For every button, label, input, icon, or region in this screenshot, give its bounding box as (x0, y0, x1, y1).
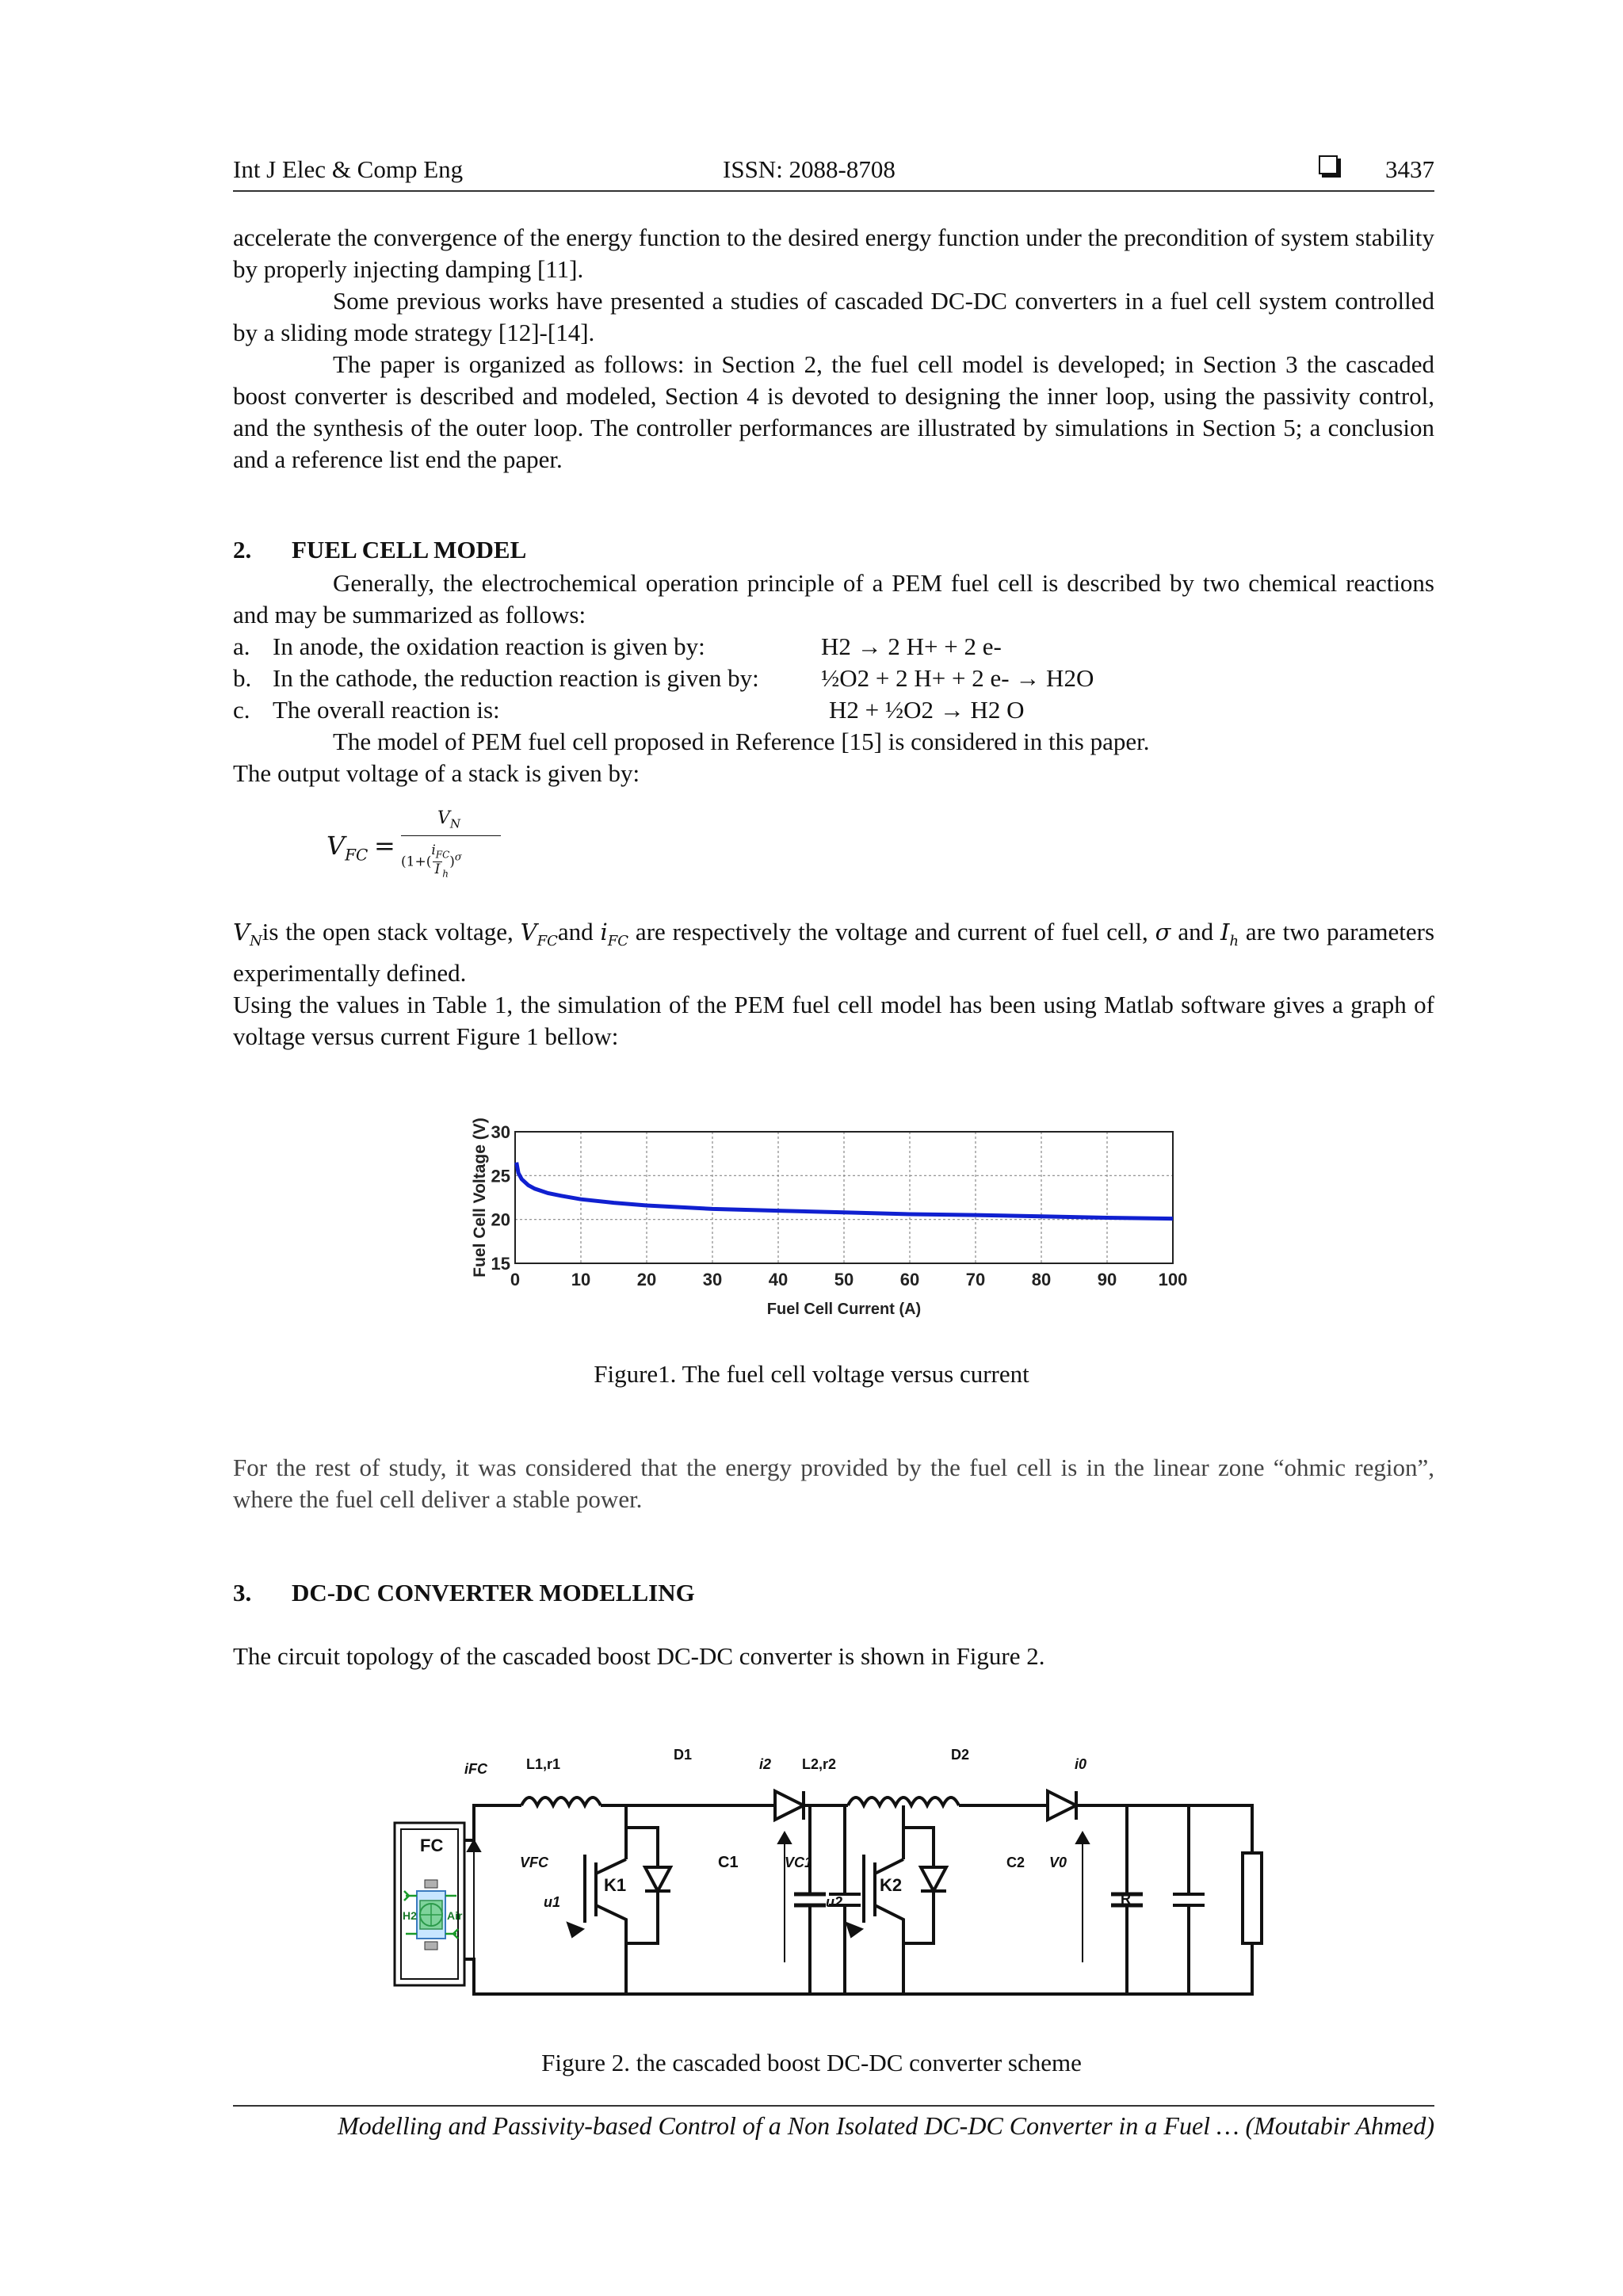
y-axis-label: Fuel Cell Voltage (V) (471, 1117, 489, 1278)
paragraph: The model of PEM fuel cell proposed in Reference [15] is considered in this paper. (333, 728, 1150, 755)
label-ifc: iFC (464, 1761, 487, 1777)
reaction-equation: ½O2 + 2 H+ + 2 e- → H2O (821, 664, 1094, 692)
issn: ISSN: 2088-8708 (723, 155, 896, 183)
label-u1: u1 (544, 1894, 561, 1910)
label-fc: FC (420, 1836, 444, 1855)
label-i0: i0 (1075, 1756, 1087, 1772)
label-c2: C2 (1006, 1855, 1025, 1870)
x-tick-label: 10 (571, 1270, 591, 1289)
x-tick-label: 30 (702, 1270, 723, 1289)
label-k1: K1 (604, 1875, 627, 1895)
fuel-cell-voltage-chart (471, 1098, 1208, 1328)
section-heading: 2. FUEL CELL MODEL (233, 536, 527, 563)
x-tick-label: 40 (768, 1270, 789, 1289)
intro-text (233, 222, 1434, 476)
paragraph: accelerate the convergence of the energy function to the desired energy function under the precondition of system stability by properly injecting damping [11]. (233, 223, 1434, 283)
label-v0: V0 (1049, 1855, 1067, 1870)
inductor-l2 (848, 1797, 959, 1805)
x-tick-label: 60 (899, 1270, 920, 1289)
x-tick-label: 50 (834, 1270, 854, 1289)
diode-k1 (645, 1867, 670, 1891)
reaction-equation: H2 → 2 H+ + 2 e- (821, 632, 1002, 660)
diode-k2 (921, 1867, 946, 1891)
chart-grid (515, 1132, 1173, 1263)
label-vfc: VFC (520, 1855, 548, 1870)
y-tick-label: 25 (491, 1166, 510, 1186)
x-tick-label: 20 (636, 1270, 657, 1289)
label-r: R (1121, 1891, 1131, 1907)
variable-description: $V_Nis$ the open stack voltage, $V_{FC}and$ $i_{FC}$ are respectively the voltage and current of fuel cell, σ and $I_h$ are two parameters experimentally defined. Using the values in Table 1, the simulation of the PEM fuel cell model has been using Matlab software gives a graph of voltage versus current Figure 1 bellow: (233, 916, 1434, 1052)
section-heading: 3. DC-DC CONVERTER MODELLING (233, 1579, 695, 1606)
section3-text (233, 1641, 1434, 1672)
paragraph: The circuit topology of the cascaded boost DC-DC converter is shown in Figure 2. (233, 1642, 1045, 1670)
section2-intro (233, 567, 1434, 631)
paragraph: Generally, the electrochemical operation principle of a PEM fuel cell is described by two chemical reactions and may be summarized as follows: (233, 569, 1434, 628)
capacitor-c1 (794, 1894, 826, 1905)
section2-closing (233, 1452, 1434, 1515)
voltage-formula: $V_{FC}$ = $V_N$ ($1+(i_{FC}$ I $_h$)$^\sigma$ (327, 808, 517, 888)
y-tick-label: 30 (491, 1122, 510, 1142)
boost-converter-circuit (388, 1736, 1276, 2013)
y-tick-label: 15 (491, 1254, 510, 1274)
inductor-l1 (521, 1797, 601, 1805)
x-tick-label: 0 (510, 1270, 521, 1289)
x-tick-label: 80 (1031, 1270, 1052, 1289)
x-axis-label: Fuel Cell Current (A) (766, 1301, 922, 1318)
checkbox-icon (1319, 155, 1338, 174)
x-tick-label: 90 (1097, 1270, 1117, 1289)
y-tick-label: 20 (491, 1209, 510, 1230)
label-air: Air (447, 1909, 463, 1922)
label-d2: D2 (951, 1747, 970, 1763)
switch-k1 (585, 1855, 626, 1958)
series-line (517, 1163, 1173, 1219)
x-tick-label: 70 (965, 1270, 986, 1289)
label-h2: H2 (403, 1909, 417, 1922)
figure-caption: Figure 2. the cascaded boost DC-DC converter scheme (541, 2049, 1082, 2076)
label-u2: u2 (826, 1894, 843, 1910)
label-k2: K2 (880, 1875, 903, 1895)
resistor-r (1243, 1853, 1262, 1943)
paragraph: Using the values in Table 1, the simulation of the PEM fuel cell model has been using Matlab software gives a graph of voltage versus current Figure 1 bellow: (233, 991, 1434, 1051)
label-l1: L1,r1 (526, 1756, 561, 1772)
reaction-equation: H2 + ½O2 → H2 O (829, 696, 1025, 724)
diode-d1 (775, 1791, 804, 1820)
x-tick-label: 100 (1158, 1270, 1188, 1289)
label-vc1: VC1 (785, 1855, 813, 1870)
section2-text (233, 726, 1434, 789)
label-l2: L2,r2 (802, 1756, 837, 1772)
journal-name: Int J Elec & Comp Eng (233, 155, 464, 183)
paragraph: For the rest of study, it was considered that the energy provided by the fuel cell is in the linear zone “ohmic region”, where the fuel cell deliver a stable power. (233, 1454, 1434, 1513)
paragraph: The output voltage of a stack is given by: (233, 759, 640, 787)
label-c1: C1 (718, 1854, 739, 1871)
page-footer: Modelling and Passivity-based Control of a Non Isolated DC-DC Converter in a Fuel … (Moutabir Ahmed) (233, 2105, 1434, 2141)
figure-caption: Figure1. The fuel cell voltage versus current (594, 1360, 1029, 1388)
page-header (233, 155, 1434, 192)
paragraph: Some previous works have presented a studies of cascaded DC-DC converters in a fuel cell system controlled by a sliding mode strategy [12]-[14]. (233, 287, 1434, 346)
diode-d2 (1048, 1791, 1076, 1820)
paragraph: The paper is organized as follows: in Section 2, the fuel cell model is developed; in Section 3 the cascaded boost converter is described and modeled, Section 4 is devoted to designing the inner loop, using the passivity control, and the synthesis of the outer loop. The controller performances are illustrated by simulations in Section 5; a conclusion and a reference list end the paper. (233, 350, 1434, 473)
page-number: 3437 (1385, 155, 1434, 183)
label-i2: i2 (759, 1756, 772, 1772)
label-d1: D1 (674, 1747, 693, 1763)
